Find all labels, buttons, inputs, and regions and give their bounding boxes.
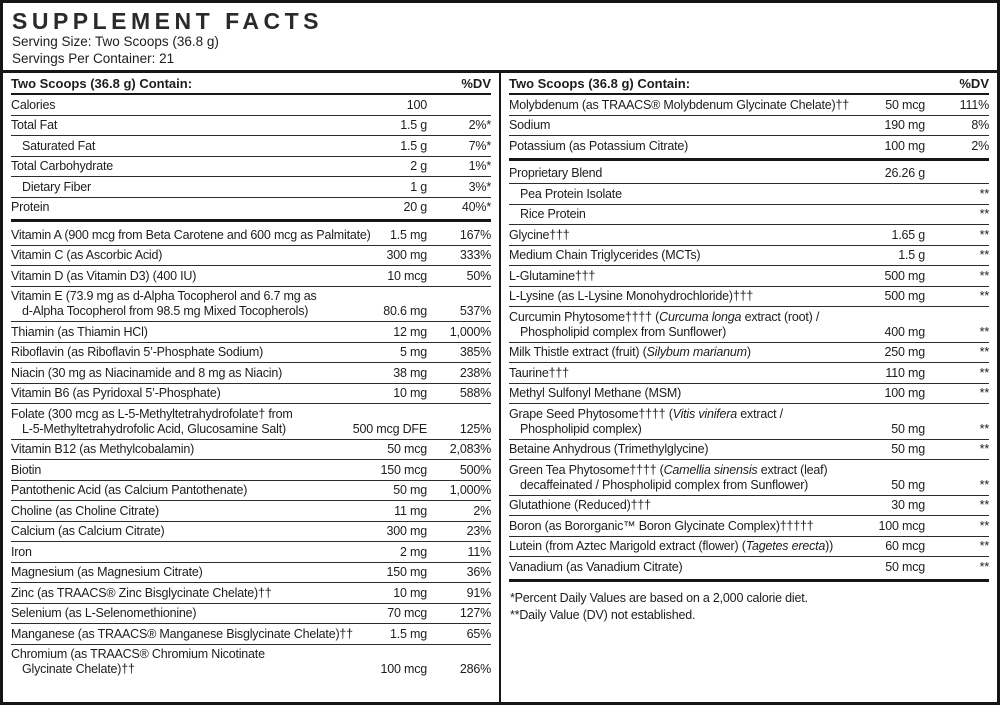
facts-section xyxy=(11,95,491,222)
ingredient-amount: 20 g xyxy=(403,200,427,214)
ingredient-name: Glycine††† xyxy=(509,227,570,242)
ingredient-name: Vitamin B12 (as Methylcobalamin) xyxy=(11,442,195,456)
ingredient-name: Folate (300 mcg as L-5-Methyltetrahydrofolate† from L-5-Methyltetrahydrofolic Acid, Glucosamine Salt) xyxy=(11,406,293,436)
ingredient-amount: 10 mcg xyxy=(387,268,427,283)
footnote: **Daily Value (DV) not established. xyxy=(510,607,696,622)
ingredient-amount: 150 mg xyxy=(386,565,427,579)
ingredient-dv: ** xyxy=(979,539,989,553)
fact-row xyxy=(509,404,989,440)
ingredient-dv: ** xyxy=(979,324,989,339)
ingredient-dv: ** xyxy=(979,421,989,436)
fact-row xyxy=(11,440,491,461)
ingredient-amount: 11 mg xyxy=(394,503,427,518)
fact-row xyxy=(11,624,491,645)
ingredient-amount: 500 mg xyxy=(884,268,925,283)
ingredient-name: Vitamin E (73.9 mg as d-Alpha Tocopherol and 6.7 mg as d-Alpha Tocopherol from 98.5 mg Mixed Tocopherols) xyxy=(11,289,317,318)
ingredient-name: Chromium (as TRAACS® Chromium Nicotinate Glycinate Chelate)†† xyxy=(11,647,265,676)
ingredient-name: Methyl Sulfonyl Methane (MSM) xyxy=(509,386,682,400)
facts-column-right xyxy=(501,73,997,702)
ingredient-dv: 111% xyxy=(959,97,989,112)
fact-row xyxy=(509,184,989,205)
ingredient-dv: ** xyxy=(979,442,989,456)
ingredient-amount: 50 mcg xyxy=(885,97,925,112)
ingredient-name: Vitamin A (900 mcg from Beta Carotene and 600 mcg as Palmitate) xyxy=(11,227,371,242)
ingredient-amount: 10 mg xyxy=(393,585,427,600)
ingredient-dv: 125% xyxy=(459,421,491,436)
ingredient-amount: 50 mg xyxy=(891,421,925,436)
ingredient-amount: 38 mg xyxy=(393,365,427,380)
ingredient-dv: 2% xyxy=(971,138,989,153)
ingredient-name: Boron (as Bororganic™ Boron Glycinate Complex)††††† xyxy=(509,518,814,533)
fact-row xyxy=(509,384,989,405)
ingredient-name: Calories xyxy=(11,97,56,112)
fact-row xyxy=(11,645,491,680)
ingredient-dv: 50% xyxy=(466,268,491,283)
fact-row xyxy=(11,501,491,522)
ingredient-amount: 12 mg xyxy=(393,324,427,339)
ingredient-name: Selenium (as L-Selenomethionine) xyxy=(11,606,197,620)
ingredient-dv: ** xyxy=(979,477,989,492)
fact-row xyxy=(11,287,491,323)
ingredient-amount: 2 mg xyxy=(400,544,427,559)
fact-row xyxy=(11,266,491,287)
ingredient-name: Riboflavin (as Riboflavin 5’-Phosphate Sodium) xyxy=(11,345,264,359)
ingredient-dv: 286% xyxy=(459,662,491,676)
ingredient-name: Medium Chain Triglycerides (MCTs) xyxy=(509,248,701,262)
facts-columns xyxy=(3,70,997,702)
column-header-dv: %DV xyxy=(959,76,989,91)
ingredient-amount: 100 mcg xyxy=(380,662,427,676)
serving-size: Serving Size: Two Scoops (36.8 g) xyxy=(12,34,219,49)
fact-row xyxy=(509,557,989,577)
ingredient-dv: 3%* xyxy=(468,179,491,194)
fact-row xyxy=(11,363,491,384)
ingredient-name: Thiamin (as Thiamin HCl) xyxy=(11,324,148,339)
ingredient-amount: 1 g xyxy=(410,179,427,194)
fact-row xyxy=(509,516,989,537)
fact-row xyxy=(509,266,989,287)
ingredient-amount: 10 mg xyxy=(393,386,427,400)
ingredient-name: Total Carbohydrate xyxy=(11,159,114,173)
ingredient-name: Glutathione (Reduced)††† xyxy=(509,498,651,512)
ingredient-amount: 110 mg xyxy=(885,365,925,380)
footnotes xyxy=(509,582,989,624)
ingredient-dv: ** xyxy=(979,268,989,283)
fact-row xyxy=(509,136,989,156)
ingredient-name: Sodium xyxy=(509,118,551,132)
ingredient-amount: 50 mcg xyxy=(387,442,427,456)
ingredient-dv: 2%* xyxy=(468,118,491,132)
ingredient-name: Vanadium (as Vanadium Citrate) xyxy=(509,559,683,574)
ingredient-dv: ** xyxy=(979,186,989,201)
ingredient-name: Pantothenic Acid (as Calcium Pantothenate) xyxy=(11,483,248,497)
ingredient-name: Zinc (as TRAACS® Zinc Bisglycinate Chelate)†† xyxy=(11,585,272,600)
ingredient-dv: 8% xyxy=(971,118,989,132)
fact-row xyxy=(11,563,491,584)
fact-row xyxy=(11,542,491,563)
ingredient-name: Iron xyxy=(11,544,32,559)
fact-row xyxy=(11,177,491,198)
ingredient-name: Vitamin B6 (as Pyridoxal 5’-Phosphate) xyxy=(11,386,221,400)
fact-row xyxy=(11,583,491,604)
fact-row xyxy=(509,287,989,308)
ingredient-dv: 537% xyxy=(459,304,491,318)
fact-row xyxy=(509,537,989,558)
fact-row xyxy=(11,95,491,116)
fact-row xyxy=(11,343,491,364)
ingredient-dv: ** xyxy=(979,289,989,303)
facts-section xyxy=(11,222,491,679)
ingredient-dv: 500% xyxy=(459,462,491,477)
facts-section xyxy=(509,161,989,582)
fact-row xyxy=(11,481,491,502)
fact-row xyxy=(11,522,491,543)
ingredient-amount: 150 mcg xyxy=(380,462,427,477)
ingredient-dv: 588% xyxy=(459,386,491,400)
ingredient-dv: 36% xyxy=(466,565,491,579)
ingredient-amount: 50 mcg xyxy=(885,559,925,574)
ingredient-dv: ** xyxy=(979,227,989,242)
fact-row xyxy=(509,343,989,364)
ingredient-dv: 385% xyxy=(459,345,491,359)
ingredient-amount: 1.5 g xyxy=(898,248,925,262)
ingredient-amount: 300 mg xyxy=(386,248,427,262)
ingredient-amount: 50 mg xyxy=(393,483,427,497)
fact-row xyxy=(509,440,989,461)
fact-row xyxy=(509,246,989,267)
ingredient-dv: 1%* xyxy=(468,159,491,173)
ingredient-name: Green Tea Phytosome†††† (Camellia sinensis extract (leaf) decaffeinated / Phospholipid complex from Sunflower) xyxy=(509,462,828,492)
ingredient-name: Biotin xyxy=(11,462,42,477)
fact-row xyxy=(11,246,491,267)
servings-per-container: Servings Per Container: 21 xyxy=(12,50,175,66)
ingredient-amount: 30 mg xyxy=(891,498,925,512)
ingredient-name: Lutein (from Aztec Marigold extract (flower) (Tagetes erecta)) xyxy=(509,539,834,553)
panel-title: SUPPLEMENT FACTS xyxy=(12,8,323,34)
ingredient-name: Manganese (as TRAACS® Manganese Bisglycinate Chelate)†† xyxy=(11,626,353,641)
ingredient-name: Calcium (as Calcium Citrate) xyxy=(11,524,165,538)
ingredient-name: Protein xyxy=(11,200,50,214)
fact-row xyxy=(509,460,989,496)
panel-header xyxy=(3,3,997,70)
ingredient-name: Proprietary Blend xyxy=(509,166,603,180)
ingredient-dv: 23% xyxy=(466,524,491,538)
ingredient-amount: 2 g xyxy=(410,159,427,173)
ingredient-dv: ** xyxy=(979,559,989,574)
column-header-label: Two Scoops (36.8 g) Contain: xyxy=(509,76,691,91)
ingredient-amount: 100 mg xyxy=(884,138,925,153)
ingredient-name: Potassium (as Potassium Citrate) xyxy=(509,138,689,153)
footnote: *Percent Daily Values are based on a 2,000 calorie diet. xyxy=(510,590,808,605)
fact-row xyxy=(11,404,491,440)
ingredient-name: Vitamin D (as Vitamin D3) (400 IU) xyxy=(11,268,197,283)
ingredient-dv: ** xyxy=(979,365,989,380)
fact-row xyxy=(11,604,491,625)
ingredient-name: Pea Protein Isolate xyxy=(520,186,622,201)
ingredient-name: Vitamin C (as Ascorbic Acid) xyxy=(11,248,163,262)
ingredient-name: Saturated Fat xyxy=(22,138,96,153)
ingredient-dv: 11% xyxy=(467,544,491,559)
fact-row xyxy=(509,205,989,226)
ingredient-name: Total Fat xyxy=(11,118,58,132)
fact-row xyxy=(11,460,491,481)
ingredient-name: Rice Protein xyxy=(520,207,586,221)
ingredient-dv: 167% xyxy=(459,227,491,242)
fact-row xyxy=(509,164,989,185)
ingredient-dv: ** xyxy=(979,498,989,512)
column-header xyxy=(11,73,491,95)
ingredient-dv: 127% xyxy=(459,606,491,620)
ingredient-name: Curcumin Phytosome†††† (Curcuma longa extract (root) / Phospholipid complex from Sunflower) xyxy=(509,309,820,339)
ingredient-amount: 50 mg xyxy=(891,442,925,456)
ingredient-name: Taurine††† xyxy=(509,365,569,380)
ingredient-name: Grape Seed Phytosome†††† (Vitis vinifera extract / Phospholipid complex) xyxy=(509,406,783,436)
ingredient-dv: 40%* xyxy=(461,200,491,214)
fact-row xyxy=(509,95,989,116)
fact-row xyxy=(11,198,491,218)
ingredient-name: Choline (as Choline Citrate) xyxy=(11,503,159,518)
ingredient-amount: 100 mg xyxy=(884,386,925,400)
facts-section xyxy=(509,95,989,161)
ingredient-name: L-Lysine (as L-Lysine Monohydrochloride)††† xyxy=(509,289,754,303)
ingredient-amount: 1.65 g xyxy=(891,227,925,242)
ingredient-dv: ** xyxy=(979,386,989,400)
ingredient-dv: 2% xyxy=(473,503,491,518)
ingredient-name: Dietary Fiber xyxy=(22,179,91,194)
fact-row xyxy=(509,496,989,517)
ingredient-amount: 80.6 mg xyxy=(383,304,427,318)
ingredient-name: L-Glutamine††† xyxy=(509,268,596,283)
column-header-label: Two Scoops (36.8 g) Contain: xyxy=(11,76,193,91)
ingredient-amount: 1.5 mg xyxy=(389,626,427,641)
fact-row xyxy=(11,116,491,137)
fact-row xyxy=(11,157,491,178)
ingredient-amount: 60 mcg xyxy=(885,539,925,553)
ingredient-name: Milk Thistle extract (fruit) (Silybum marianum) xyxy=(509,345,751,359)
ingredient-dv: 1,000% xyxy=(449,324,491,339)
fact-row xyxy=(509,116,989,137)
ingredient-dv: ** xyxy=(979,248,989,262)
ingredient-amount: 1.5 g xyxy=(400,138,427,153)
ingredient-amount: 26.26 g xyxy=(884,166,925,180)
ingredient-amount: 300 mg xyxy=(386,524,427,538)
ingredient-name: Molybdenum (as TRAACS® Molybdenum Glycinate Chelate)†† xyxy=(509,97,849,112)
ingredient-dv: ** xyxy=(979,207,989,221)
ingredient-dv: 238% xyxy=(459,365,491,380)
ingredient-amount: 190 mg xyxy=(884,118,925,132)
ingredient-amount: 500 mg xyxy=(884,289,925,303)
ingredient-name: Niacin (30 mg as Niacinamide and 8 mg as Niacin) xyxy=(11,365,283,380)
ingredient-dv: 91% xyxy=(466,585,491,600)
ingredient-amount: 100 mcg xyxy=(878,518,925,533)
ingredient-amount: 100 xyxy=(406,97,427,112)
fact-row xyxy=(509,225,989,246)
ingredient-amount: 50 mg xyxy=(891,477,925,492)
ingredient-dv: 2,083% xyxy=(449,442,491,456)
column-header-dv: %DV xyxy=(461,76,491,91)
ingredient-dv: ** xyxy=(979,518,989,533)
fact-row xyxy=(11,225,491,246)
fact-row xyxy=(11,322,491,343)
column-header xyxy=(509,73,989,95)
ingredient-dv: ** xyxy=(979,345,989,359)
ingredient-amount: 400 mg xyxy=(884,324,925,339)
fact-row xyxy=(11,136,491,157)
ingredient-amount: 1.5 mg xyxy=(389,227,427,242)
ingredient-amount: 500 mcg DFE xyxy=(352,421,427,436)
ingredient-dv: 7%* xyxy=(468,138,491,153)
ingredient-name: Magnesium (as Magnesium Citrate) xyxy=(11,565,203,579)
ingredient-dv: 333% xyxy=(459,248,491,262)
fact-row xyxy=(11,384,491,405)
facts-column-left xyxy=(3,73,501,702)
ingredient-dv: 1,000% xyxy=(449,483,491,497)
ingredient-amount: 5 mg xyxy=(400,345,427,359)
ingredient-amount: 250 mg xyxy=(884,345,925,359)
ingredient-amount: 70 mcg xyxy=(387,606,427,620)
ingredient-dv: 65% xyxy=(466,626,491,641)
ingredient-name: Betaine Anhydrous (Trimethylglycine) xyxy=(509,442,709,456)
fact-row xyxy=(509,363,989,384)
fact-row xyxy=(509,307,989,343)
ingredient-amount: 1.5 g xyxy=(400,118,427,132)
